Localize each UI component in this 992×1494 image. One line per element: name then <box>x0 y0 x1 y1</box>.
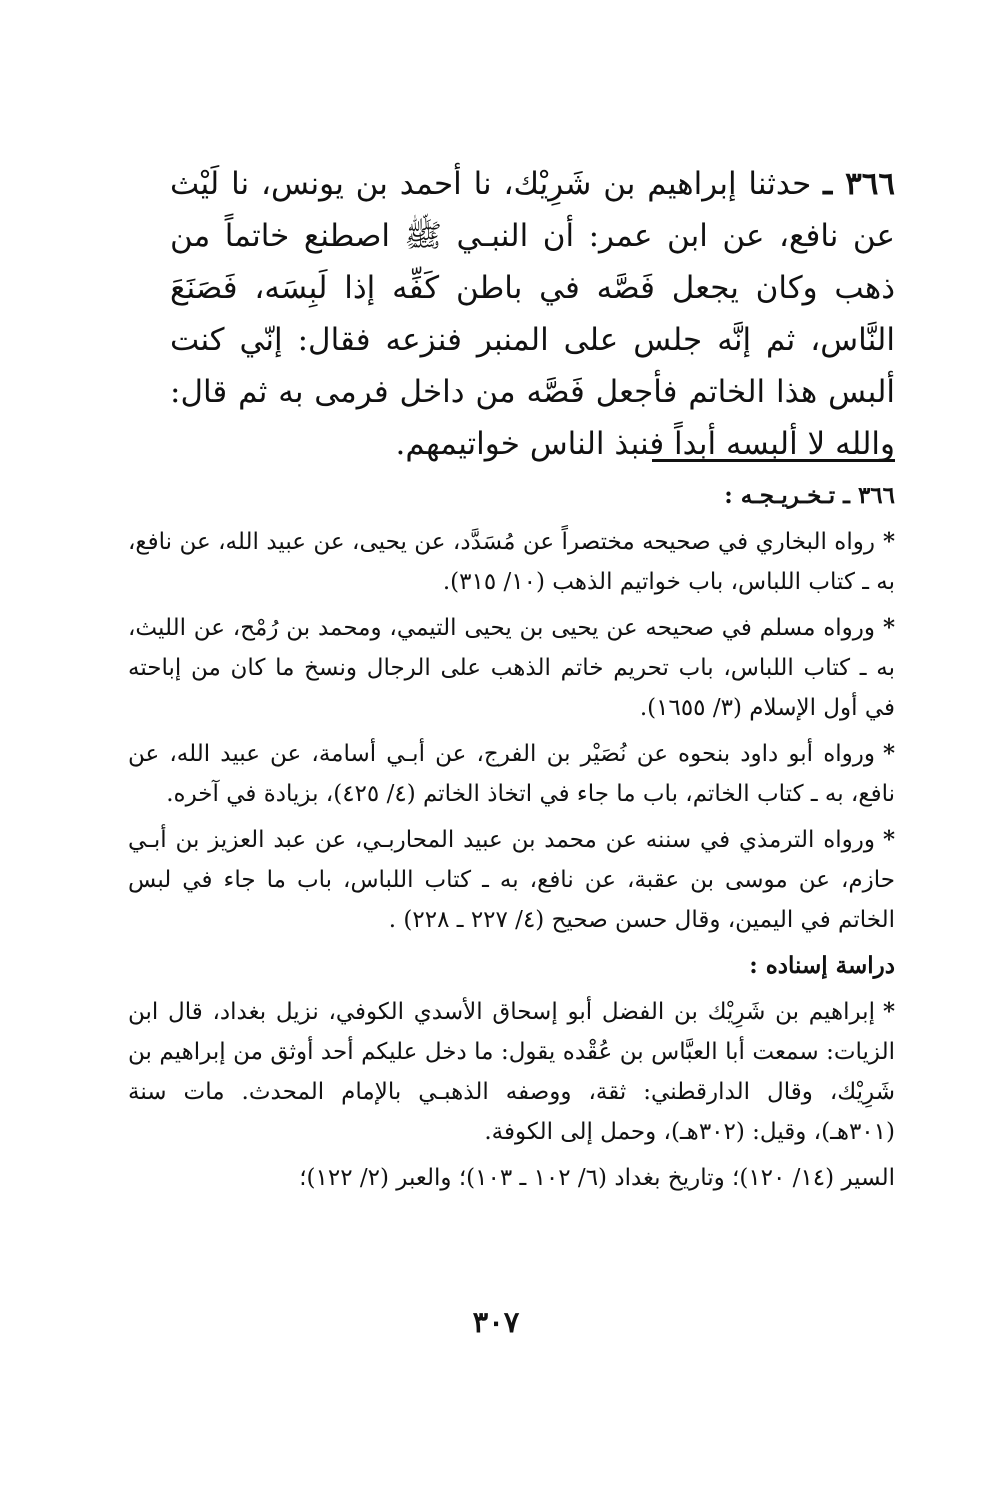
hadith-main-text <box>170 158 895 470</box>
bullet-star: * <box>882 740 895 767</box>
bullet-star: * <box>882 614 895 641</box>
bullet-star: * <box>882 826 895 853</box>
takhrij-text: ورواه مسلم في صحيحه عن يحيى بن يحيى التيمي، ومحمد بن رُمْح، عن الليث، به ـ كتاب اللباس، باب تحريم خاتم الذهب على الرجال ونسخ ما كان من إباحته في أول الإسلام (٣/ ١٦٥٥). <box>128 615 895 721</box>
footnotes <box>128 476 895 1204</box>
takhrij-paragraph <box>128 522 895 602</box>
hadith-body: حدثنا إبراهيم بن شَرِيْك، نا أحمد بن يونس، نا لَيْث عن نافع، عن ابن عمر: أن النبـي ﷺ اصطنع خاتماً من ذهب وكان يجعل فَصَّه في باطن كَفِّه إذا لَبِسَه، فَصَنَعَ النَّاس، ثم إنَّه جلس على المنبر فنزعه فقال: إنّي كنت ألبس هذا الخاتم فأجعل فَصَّه من داخل فرمى به ثم قال: والله لا ألبسه أبداً فنبذ الناس خواتيمهم. <box>170 166 895 462</box>
takhrij-paragraph <box>128 608 895 728</box>
sources-line: السير (١٤/ ١٢٠)؛ وتاريخ بغداد (٦/ ١٠٢ ـ ١٠٣)؛ والعبر (٢/ ١٢٢)؛ <box>299 1165 895 1191</box>
takhrij-paragraph <box>128 820 895 940</box>
hadith-paragraph <box>170 158 895 470</box>
takhrij-text: ورواه أبو داود بنحوه عن نُصَيْر بن الفرج، عن أبـي أسامة، عن عبيد الله، عن نافع، به ـ كتاب الخاتم، باب ما جاء في اتخاذ الخاتم (٤/ ٤٢٥)، بزيادة في آخره. <box>128 741 895 807</box>
bullet-star: * <box>882 998 895 1025</box>
takhrij-text: رواه البخاري في صحيحه مختصراً عن مُسَدَّد، عن يحيى، عن عبيد الله، عن نافع، به ـ كتاب اللباس، باب خواتيم الذهب (١٠/ ٣١٥). <box>128 529 895 595</box>
bullet-star: * <box>882 528 895 555</box>
footnote-separator <box>652 459 895 462</box>
takhrij-heading: ٣٦٦ ـ تـخـريـجـه : <box>724 482 895 509</box>
isnad-study-paragraph <box>128 992 895 1152</box>
isnad-study-heading: دراسة إسناده : <box>749 952 895 979</box>
hadith-number: ٣٦٦ ـ <box>823 166 896 202</box>
page-number: ٣٠٧ <box>472 1305 520 1339</box>
takhrij-text: ورواه الترمذي في سننه عن محمد بن عبيد المحاربـي، عن عبد العزيز بن أبـي حازم، عن موسى بن عقبة، عن نافع، به ـ كتاب اللباس، باب ما جاء في لبس الخاتم في اليمين، وقال حسن صحيح (٤/ ٢٢٧ ـ ٢٢٨) . <box>128 827 895 933</box>
isnad-study-text: إبراهيم بن شَرِيْك بن الفضل أبو إسحاق الأسدي الكوفي، نزيل بغداد، قال ابن الزيات: سمعت أبا العبَّاس بن عُقْده يقول: ما دخل عليكم أحد أوثق من إبراهيم بن شَرِيْك، وقال الدارقطني: ثقة، ووصفه الذهبـي بالإمام المحدث. مات سنة (٣٠١هـ)، وقيل: (٣٠٢هـ)، وحمل إلى الكوفة. <box>128 999 895 1145</box>
takhrij-paragraph <box>128 734 895 814</box>
